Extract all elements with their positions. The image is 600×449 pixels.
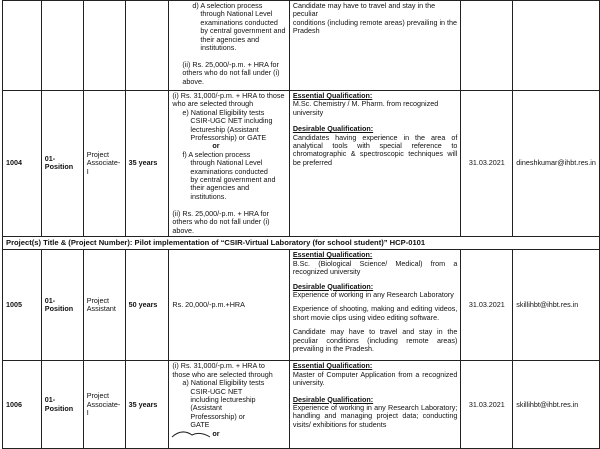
last-date: 31.03.2021 bbox=[461, 250, 513, 361]
desirable-text: Candidates having experience in the area of analytical tools with special reference to chromatographic & spectroscopic techniques will be preferred bbox=[292, 132, 458, 167]
text-line: or bbox=[212, 428, 220, 438]
salary-text: Rs. 20,000/-p.m.+HRA bbox=[172, 300, 245, 310]
text-line: those who are selected through bbox=[172, 369, 273, 379]
last-date: 31.03.2021 bbox=[461, 361, 513, 449]
signature-mark bbox=[170, 428, 230, 438]
age-limit: 50 years bbox=[125, 250, 169, 361]
text-line: Pradesh bbox=[292, 26, 320, 36]
text-line: institutions. bbox=[200, 43, 237, 53]
qualification-cell bbox=[289, 1, 461, 91]
position-count: 01- Position bbox=[41, 250, 83, 361]
text-line: above. bbox=[182, 76, 204, 86]
text-line: through National Level bbox=[200, 9, 273, 19]
serial-number: 1005 bbox=[3, 250, 42, 361]
age-limit: 35 years bbox=[125, 91, 169, 237]
text-line: CSIR-UGC NET including bbox=[190, 116, 273, 126]
essential-heading: Essential Qualification: bbox=[292, 91, 373, 100]
desirable-text-3: Candidate may have to travel and stay in the peculiar conditions (including remote areas) prevailing in the Pradesh. bbox=[292, 327, 458, 353]
post-name: Project Associate-I bbox=[83, 91, 125, 237]
text-line: (Assistant bbox=[190, 403, 222, 413]
recruitment-table bbox=[2, 0, 600, 449]
desirable-heading: Desirable Qualification: bbox=[292, 281, 374, 291]
serial-number: 1004 bbox=[3, 91, 42, 237]
essential-heading: Essential Qualification: bbox=[292, 361, 373, 371]
text-line: their agencies and bbox=[190, 183, 250, 193]
table-row-continued bbox=[3, 1, 600, 91]
text-line: through National Level bbox=[190, 158, 263, 168]
text-line: f) A selection process bbox=[182, 149, 251, 159]
table-row-1004 bbox=[3, 91, 600, 237]
last-date: 31.03.2021 bbox=[461, 91, 513, 237]
text-line: others who do not fall under (i) bbox=[182, 68, 280, 78]
essential-heading: Essential Qualification: bbox=[292, 250, 373, 260]
salary-cell bbox=[169, 250, 289, 361]
desirable-heading: Desirable Qualification: bbox=[292, 394, 374, 404]
desirable-text: Experience of working in any Research Laboratory; handling and managing project data; conducting visits/ exhibitions for students bbox=[292, 402, 458, 429]
text-line: d) A selection process bbox=[192, 1, 263, 10]
text-line: examinations conducted bbox=[200, 17, 278, 27]
text-line: institutions. bbox=[190, 191, 227, 201]
contact-email: skillihbt@ihbt.res.in bbox=[513, 250, 600, 361]
qualification-cell bbox=[289, 91, 461, 237]
text-line: lectureship (Assistant bbox=[190, 124, 259, 134]
age-limit: 35 years bbox=[125, 361, 169, 449]
text-line: examinations conducted bbox=[190, 166, 268, 176]
text-line: CSIR-UGC NET bbox=[190, 386, 243, 396]
contact-email: skillihbt@ihbt.res.in bbox=[513, 361, 600, 449]
project-title-row bbox=[3, 236, 600, 249]
text-line: a) National Eligibility tests bbox=[182, 378, 265, 388]
essential-text: M.Sc. Chemistry / M. Pharm. from recognized university bbox=[292, 99, 439, 117]
position-count: 01- Position bbox=[41, 91, 83, 237]
post-name: Project Associate- I bbox=[83, 361, 125, 449]
table-row-1005 bbox=[3, 250, 600, 361]
qualification-cell bbox=[289, 361, 461, 449]
desirable-text-2: Experience of shooting, making and editing videos, short movie clips using video editing software. bbox=[292, 304, 458, 322]
table-row-1006 bbox=[3, 361, 600, 449]
text-line: (ii) Rs. 25,000/-p.m. + HRA for bbox=[172, 208, 269, 218]
contact-email: dineshkumar@ihbt.res.in bbox=[513, 91, 600, 237]
text-line: who are selected through bbox=[172, 99, 254, 109]
salary-cell bbox=[169, 91, 289, 237]
desirable-text-1: Experience of working in any Research Laboratory bbox=[292, 289, 454, 299]
qualification-cell bbox=[289, 250, 461, 361]
essential-text: B.Sc. (Biological Science/ Medical) from a recognized university bbox=[292, 258, 458, 277]
project-title: Project(s) Title & (Project Number): Pilot implementation of “CSIR-Virtual Laboratory (for school student)” HCP-0101 bbox=[3, 236, 600, 249]
text-line: (i) Rs. 31,000/-p.m. + HRA to bbox=[172, 361, 265, 371]
desirable-heading: Desirable Qualification: bbox=[292, 124, 374, 134]
text-line: Professorship) or bbox=[190, 411, 246, 421]
text-line: by central government and bbox=[200, 26, 286, 36]
post-name: Project Assistant bbox=[83, 250, 125, 361]
text-line: Professorship) or GATE bbox=[190, 133, 267, 143]
text-line: e) National Eligibility tests bbox=[182, 107, 265, 117]
text-line: by central government and bbox=[190, 175, 276, 185]
salary-text bbox=[172, 2, 285, 86]
salary-text bbox=[172, 362, 285, 438]
text-line: (ii) Rs. 25,000/-p.m. + HRA for bbox=[182, 59, 279, 69]
text-line: their agencies and bbox=[200, 34, 260, 44]
text-line: GATE bbox=[190, 420, 210, 430]
qualification-text bbox=[293, 2, 458, 36]
salary-cell bbox=[169, 1, 289, 91]
essential-text: Master of Computer Application from a recognized university. bbox=[292, 369, 458, 388]
text-line: or bbox=[212, 141, 220, 151]
serial-number: 1006 bbox=[3, 361, 42, 449]
position-count: 01- Position bbox=[41, 361, 83, 449]
text-line: including lectureship bbox=[190, 394, 256, 404]
salary-text bbox=[172, 92, 285, 235]
text-line: Candidate may have to travel and stay in the peculiar bbox=[292, 1, 436, 19]
text-line: conditions (including remote areas) prevailing in the bbox=[292, 17, 458, 27]
text-line: (i) Rs. 31,000/-p.m. + HRA to those bbox=[172, 91, 285, 100]
text-line: above. bbox=[172, 225, 194, 235]
text-line: others who do not fall under (i) bbox=[172, 217, 270, 227]
